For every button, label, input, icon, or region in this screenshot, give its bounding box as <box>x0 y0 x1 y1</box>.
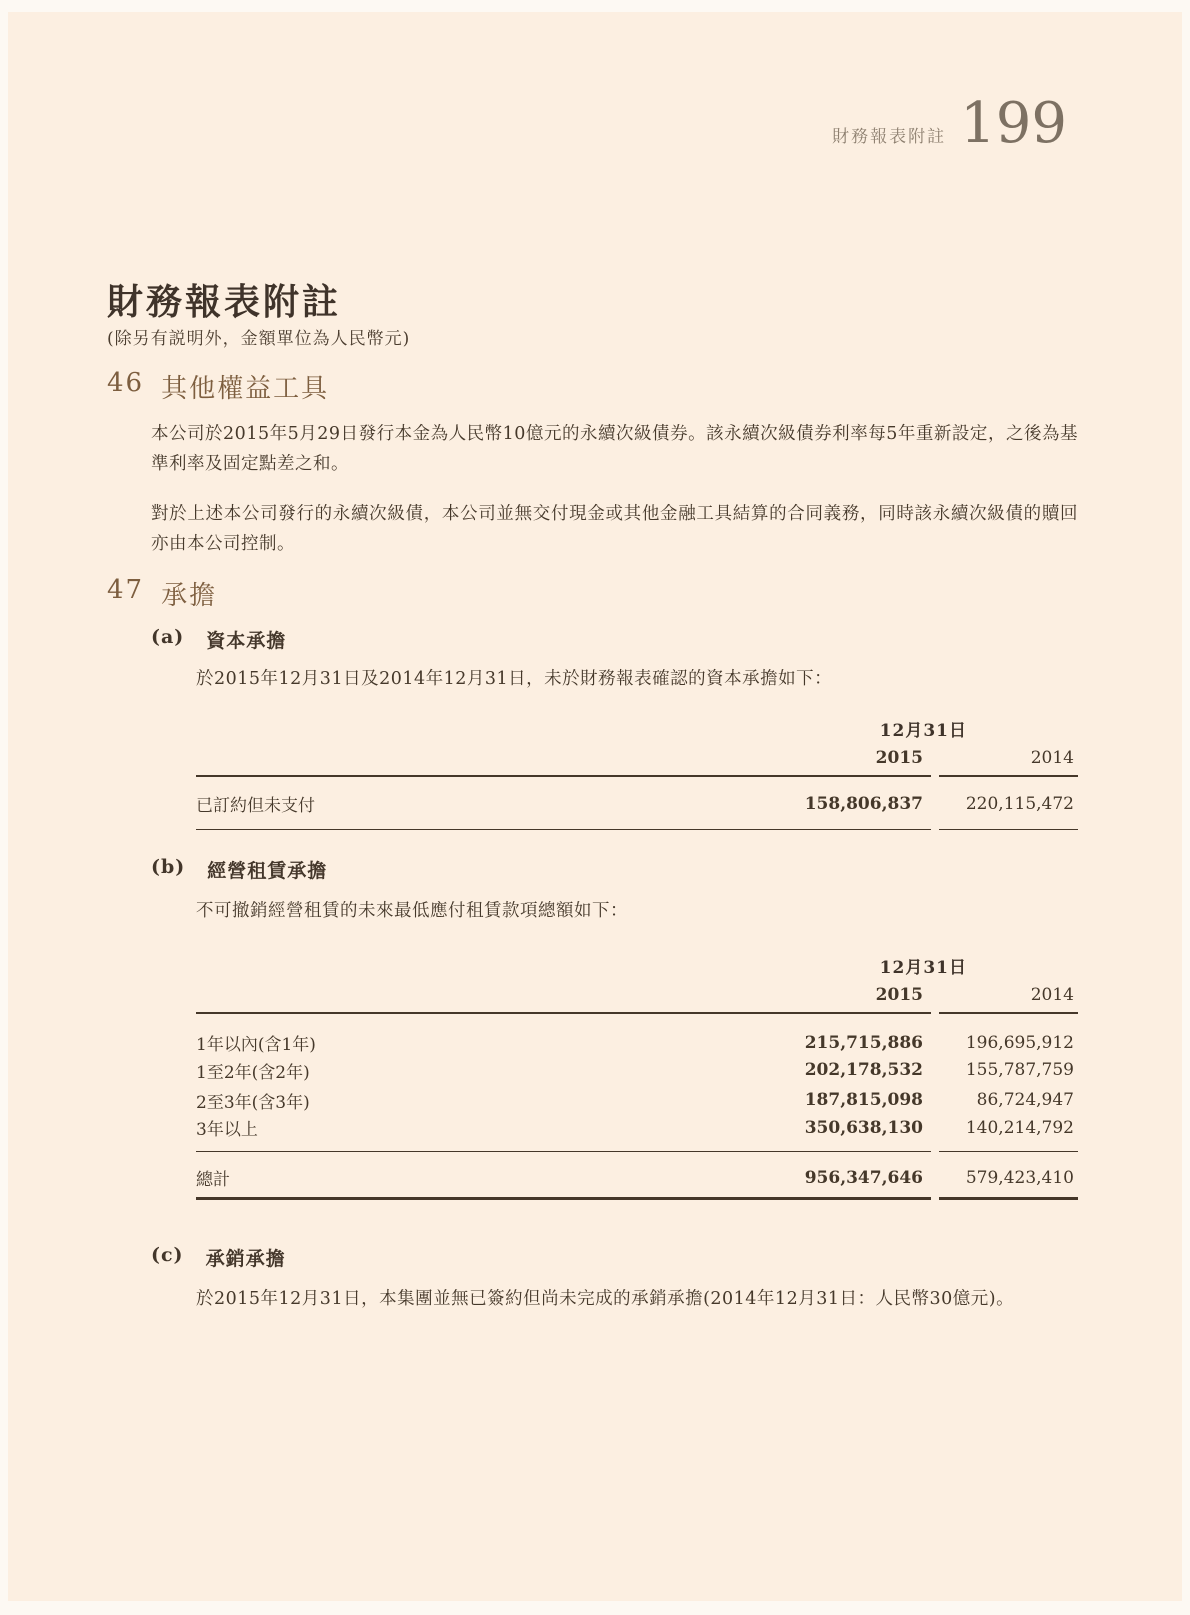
table-a-row-label: 已訂約但未支付 <box>196 776 736 830</box>
lease-row-1-label: 1年以內(含1年) <box>196 1035 316 1055</box>
section-46-paragraph-2: 對於上述本公司發行的永續次級債，本公司並無交付現金或其他金融工具結算的合同義務，同時該永續次級債的贖回亦由本公司控制。 <box>151 504 1078 554</box>
table-a-row-2014-value: 220,115,472 <box>939 776 1078 830</box>
lease-row-4-2014: 140,214,792 <box>939 1115 1078 1152</box>
section-47-heading <box>107 575 217 612</box>
section-46-paragraph-1: 本公司於2015年5月29日發行本金為人民幣10億元的永續次級債券。該永續次級債券利率每5年重新設定，之後為基準利率及固定點差之和。 <box>151 424 1078 474</box>
subsection-a-title: 資本承擔 <box>206 630 287 652</box>
subsection-a-heading <box>151 626 286 653</box>
subsection-c-intro: 於2015年12月31日，本集團並無已簽約但尚未完成的承銷承擔(2014年12月31日：人民幣30億元)。 <box>196 1289 1015 1309</box>
table-total-row <box>196 1152 1078 1199</box>
subsection-b-label: (b) <box>151 856 186 878</box>
subsection-b-intro: 不可撤銷經營租賃的未來最低應付租賃款項總額如下： <box>196 901 628 921</box>
page-number: 199 <box>960 91 1067 156</box>
lease-total-label: 總計 <box>196 1152 736 1199</box>
table-b-col-2014: 2014 <box>939 983 1078 1013</box>
table-a-row-2015-value: 158,806,837 <box>736 776 931 830</box>
lease-row-1-2015: 215,715,886 <box>804 1032 923 1053</box>
subsection-c-label: (c) <box>151 1244 184 1266</box>
lease-row-2-2014: 155,787,759 <box>965 1060 1074 1080</box>
subsection-a-intro: 於2015年12月31日及2014年12月31日，未於財務報表確認的資本承擔如下： <box>196 669 833 689</box>
operating-lease-table <box>196 953 1078 1200</box>
lease-row-3-2015: 187,815,098 <box>804 1090 923 1110</box>
subsection-c-title: 承銷承擔 <box>205 1248 286 1270</box>
subsection-c-heading <box>151 1244 286 1271</box>
lease-row-2-2015: 202,178,532 <box>804 1060 923 1080</box>
table-row <box>196 1013 1078 1055</box>
lease-row-2-label: 1至2年(含2年) <box>196 1062 310 1083</box>
table-row <box>196 1085 1078 1115</box>
subsection-b-heading <box>151 856 327 883</box>
table-b-year-header-row <box>196 983 1078 1013</box>
table-a-col-2014: 2014 <box>939 746 1078 776</box>
table-a-date-header: 12月31日 <box>879 721 967 741</box>
table-row <box>196 776 1078 830</box>
report-page <box>8 12 1182 1601</box>
section-46-number: 46 <box>107 368 145 398</box>
table-a-col-2015: 2015 <box>736 746 931 776</box>
capital-commitments-table <box>196 716 1078 830</box>
table-a-stub-header <box>196 746 736 776</box>
lease-row-1-2014: 196,695,912 <box>965 1032 1074 1053</box>
table-b-stub-header <box>196 983 736 1013</box>
section-47-title: 承擔 <box>161 581 218 611</box>
lease-total-2015: 956,347,646 <box>736 1152 931 1199</box>
subsection-b-title: 經營租賃承擔 <box>207 860 328 882</box>
table-b-col-2015: 2015 <box>736 983 931 1013</box>
lease-row-4-label: 3年以上 <box>196 1115 736 1152</box>
table-row <box>196 1055 1078 1085</box>
section-46-heading <box>107 368 329 405</box>
lease-row-3-label: 2至3年(含3年) <box>196 1092 310 1113</box>
document-subtitle: (除另有説明外，金額單位為人民幣元) <box>107 329 411 349</box>
lease-row-4-2015: 350,638,130 <box>736 1115 931 1152</box>
table-a-year-header-row <box>196 746 1078 776</box>
table-row <box>196 1115 1078 1152</box>
lease-total-2014: 579,423,410 <box>939 1152 1078 1199</box>
running-header-label: 財務報表附註 <box>832 127 947 147</box>
table-b-date-header: 12月31日 <box>879 958 967 978</box>
section-47-number: 47 <box>107 575 145 605</box>
lease-row-3-2014: 86,724,947 <box>976 1090 1074 1110</box>
subsection-a-label: (a) <box>151 626 185 648</box>
section-46-title: 其他權益工具 <box>161 374 330 404</box>
running-header <box>832 91 1067 156</box>
document-title: 財務報表附註 <box>107 281 342 323</box>
